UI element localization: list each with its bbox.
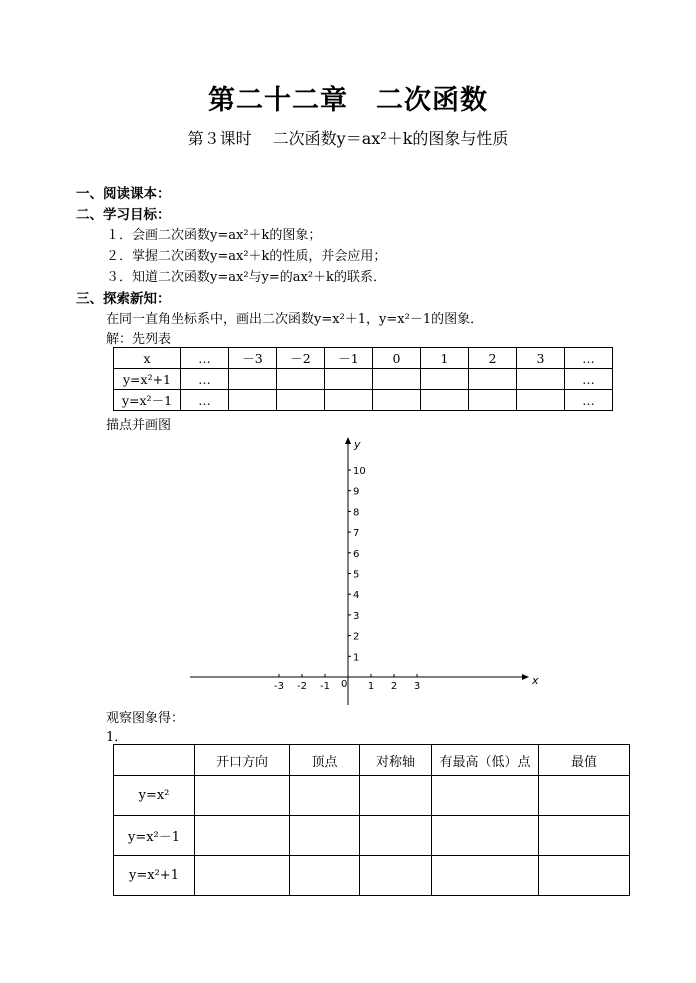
- explore-prompt: 在同一直角坐标系中，画出二次函数y=x²＋1，y=x²－1的图象．: [106, 312, 484, 327]
- table-cell[interactable]: [360, 776, 432, 816]
- section-explore: 三、探索新知：: [76, 291, 171, 307]
- y-tick-label: 4: [353, 590, 360, 602]
- table-cell[interactable]: [432, 856, 539, 896]
- objective-1: １．会画二次函数y=ax²＋k的图象；: [106, 228, 322, 243]
- table-cell[interactable]: [325, 390, 373, 411]
- y-tick-label: 1: [353, 652, 360, 664]
- observe-label: 观察图象得：: [106, 711, 185, 726]
- y-tick-label: 7: [353, 528, 360, 540]
- table-cell: x: [114, 348, 181, 369]
- table-cell[interactable]: [195, 816, 290, 856]
- row-label: y=x²－1: [114, 390, 181, 411]
- table-cell[interactable]: [539, 816, 630, 856]
- solution-label: 解：先列表: [106, 332, 172, 347]
- table-cell: …: [565, 390, 613, 411]
- table-cell[interactable]: [360, 856, 432, 896]
- table-cell: 1: [421, 348, 469, 369]
- table-cell: －1: [325, 348, 373, 369]
- table-cell[interactable]: [539, 856, 630, 896]
- table-cell[interactable]: [517, 369, 565, 390]
- table-cell: －3: [229, 348, 277, 369]
- table-row: [114, 856, 630, 896]
- table-row: [114, 348, 613, 369]
- y-tick-label: 5: [353, 569, 360, 581]
- table-row: [114, 390, 613, 411]
- section-reading: 一、阅读课本：: [76, 186, 171, 202]
- table-cell[interactable]: [290, 856, 360, 896]
- x-tick-label: -2: [297, 681, 307, 692]
- y-tick-label: 6: [353, 548, 360, 560]
- y-tick-label: 10: [353, 466, 366, 477]
- table-cell: …: [565, 369, 613, 390]
- table-cell[interactable]: [277, 369, 325, 390]
- table-cell[interactable]: [432, 816, 539, 856]
- table-cell[interactable]: [373, 390, 421, 411]
- table-cell[interactable]: [517, 390, 565, 411]
- table-cell[interactable]: [421, 369, 469, 390]
- table-cell[interactable]: [229, 369, 277, 390]
- row-label: y=x²+1: [114, 369, 181, 390]
- objective-3: ３．知道二次函数y=ax²与y=的ax²＋k的联系．: [106, 270, 386, 285]
- chapter-title: 第二十二章 二次函数: [208, 85, 488, 116]
- header-cell: 对称轴: [360, 745, 432, 776]
- header-cell: 最值: [539, 745, 630, 776]
- table-cell[interactable]: [290, 816, 360, 856]
- y-tick-label: 2: [353, 631, 360, 643]
- header-cell: 开口方向: [195, 745, 290, 776]
- y-tick-label: 8: [353, 507, 360, 519]
- table-cell: …: [181, 390, 229, 411]
- property-table: [113, 744, 630, 896]
- table-cell[interactable]: [290, 776, 360, 816]
- row-label: y=x²: [114, 776, 195, 816]
- table-cell[interactable]: [421, 390, 469, 411]
- table-row: [114, 369, 613, 390]
- x-axis-label: x: [532, 674, 539, 687]
- table-row: [114, 816, 630, 856]
- x-tick-label: 1: [367, 681, 375, 692]
- x-tick-label: -1: [320, 681, 330, 692]
- row-label: y=x²+1: [114, 856, 195, 896]
- corner-cell: [114, 745, 195, 776]
- origin-label: 0: [341, 679, 348, 690]
- table-cell[interactable]: [373, 369, 421, 390]
- table-cell: 2: [469, 348, 517, 369]
- item-1: 1．: [106, 730, 128, 745]
- section-objectives: 二、学习目标：: [76, 207, 171, 223]
- table-cell[interactable]: [325, 369, 373, 390]
- y-axis-label: y: [354, 438, 361, 451]
- table-cell: －2: [277, 348, 325, 369]
- table-cell: …: [181, 369, 229, 390]
- table-cell: …: [181, 348, 229, 369]
- lesson-subtitle: 第３课时 二次函数y＝ax²＋k的图象与性质: [187, 129, 509, 148]
- table-cell[interactable]: [195, 856, 290, 896]
- table-cell[interactable]: [229, 390, 277, 411]
- plot-caption: 描点并画图: [106, 418, 172, 433]
- table-cell[interactable]: [539, 776, 630, 816]
- x-tick-label: -3: [274, 681, 284, 692]
- objective-2: ２．掌握二次函数y=ax²＋k的性质，并会应用；: [106, 249, 387, 264]
- table-cell: 0: [373, 348, 421, 369]
- table-cell[interactable]: [432, 776, 539, 816]
- table-cell: …: [565, 348, 613, 369]
- value-table: [113, 347, 613, 411]
- x-tick-label: 3: [413, 681, 421, 692]
- table-cell[interactable]: [469, 390, 517, 411]
- table-cell[interactable]: [195, 776, 290, 816]
- row-label: y=x²－1: [114, 816, 195, 856]
- table-cell[interactable]: [277, 390, 325, 411]
- x-tick-label: 2: [390, 681, 398, 692]
- y-tick-label: 3: [353, 610, 360, 622]
- header-cell: 顶点: [290, 745, 360, 776]
- table-cell[interactable]: [360, 816, 432, 856]
- table-cell[interactable]: [469, 369, 517, 390]
- coordinate-plane: [0, 430, 696, 715]
- table-row: [114, 745, 630, 776]
- y-tick-label: 9: [353, 486, 360, 498]
- table-row: [114, 776, 630, 816]
- header-cell: 有最高（低）点: [432, 745, 539, 776]
- table-cell: 3: [517, 348, 565, 369]
